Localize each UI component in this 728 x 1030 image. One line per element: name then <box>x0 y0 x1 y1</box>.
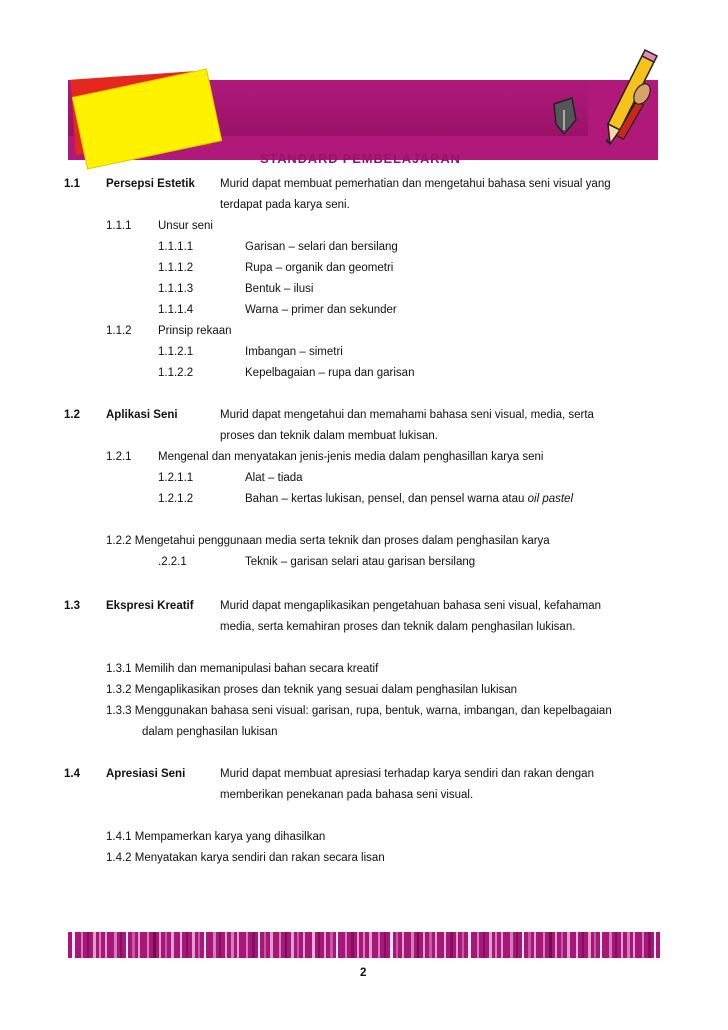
item-number: 1.1.2.2 <box>158 367 194 379</box>
footer-stripe <box>270 932 273 958</box>
footer-stripe <box>93 932 96 958</box>
footer-decorative-band <box>68 932 660 958</box>
section-description: Murid dapat membuat pemerhatian dan mengetahui bahasa seni visual yang <box>220 178 611 190</box>
footer-stripe <box>363 932 365 958</box>
footer-stripe <box>291 932 294 958</box>
footer-stripe <box>153 932 156 958</box>
footer-stripe <box>423 932 425 958</box>
footer-stripe <box>192 932 195 958</box>
section-number: 1.4 <box>64 768 80 780</box>
footer-stripe <box>105 932 107 958</box>
footer-stripe <box>483 932 485 958</box>
footer-stripe <box>495 932 497 958</box>
footer-stripe <box>654 932 656 958</box>
footer-stripe <box>171 932 174 958</box>
section-description: media, serta kemahiran proses dan teknik dalam penghasilan lukisan. <box>220 621 576 633</box>
footer-stripe <box>543 932 545 958</box>
art-tools-illustration <box>546 48 658 160</box>
footer-stripe <box>411 932 414 958</box>
footer-stripe <box>318 932 320 958</box>
section-title: Persepsi Estetik <box>106 178 195 190</box>
section-description: Murid dapat membuat apresiasi terhadap karya sendiri dan rakan dengan <box>220 768 594 780</box>
footer-stripe <box>522 932 524 958</box>
section-number: 1.1 <box>64 178 80 190</box>
list-item: Bahan – kertas lukisan, pensel, dan pensel warna atau oil pastel <box>245 493 574 505</box>
section-title: Apresiasi Seni <box>106 768 186 780</box>
footer-stripe <box>99 932 101 958</box>
section-description: memberikan penekanan pada bahasa seni visual. <box>220 789 474 801</box>
footer-stripe <box>462 932 464 958</box>
footer-stripe <box>147 932 149 958</box>
subsection-line: 1.4.1 Mempamerkan karya yang dihasilkan <box>106 831 326 843</box>
subsection-line: 1.3.2 Mengaplikasikan proses dan teknik yang sesuai dalam penghasilan lukisan <box>106 684 518 696</box>
list-item: Teknik – garisan selari atau garisan bersilang <box>245 556 476 568</box>
footer-stripe <box>582 932 584 958</box>
footer-stripe <box>330 932 333 958</box>
footer-stripe <box>231 932 234 958</box>
footer-stripe <box>600 932 602 958</box>
footer-stripe <box>213 932 216 958</box>
section-description: Murid dapat mengetahui dan memahami bahasa seni visual, media, serta <box>220 409 594 421</box>
list-item: Kepelbagaian – rupa dan garisan <box>245 367 415 379</box>
item-number: 1.1.1.4 <box>158 304 194 316</box>
footer-stripe <box>594 932 596 958</box>
footer-stripe <box>225 932 227 958</box>
footer-stripe <box>510 932 513 958</box>
section-description: Murid dapat mengaplikasikan pengetahuan bahasa seni visual, kefahaman <box>220 600 602 612</box>
footer-stripe <box>324 932 326 958</box>
list-item: Rupa – organik dan geometri <box>245 262 394 274</box>
item-number: 1.1.1.3 <box>158 283 194 295</box>
subsection-line: 1.3.3 Menggunakan bahasa seni visual: garisan, rupa, bentuk, warna, imbangan, dan kepelbagaian <box>106 705 612 717</box>
section-title: Aplikasi Seni <box>106 409 178 421</box>
item-number: 1.1.1.2 <box>158 262 194 274</box>
item-number: 1.1.1.1 <box>158 241 194 253</box>
footer-stripe <box>351 932 354 958</box>
footer-stripe <box>615 932 617 958</box>
footer-stripe <box>87 932 89 958</box>
footer-stripe <box>303 932 305 958</box>
footer-stripe <box>576 932 578 958</box>
section-description: proses dan teknik dalam membuat lukisan. <box>220 430 438 442</box>
section-description: terdapat pada karya seni. <box>220 199 350 211</box>
footer-stripe <box>534 932 536 958</box>
footer-stripe <box>588 932 591 958</box>
list-item: Bentuk – ilusi <box>245 283 314 295</box>
footer-stripe <box>81 932 83 958</box>
footer-stripe <box>555 932 557 958</box>
footer-stripe <box>246 932 248 958</box>
footer-stripe <box>132 932 135 958</box>
footer-stripe <box>204 932 206 958</box>
footer-stripe <box>384 932 386 958</box>
footer-stripe <box>648 932 651 958</box>
footer-stripe <box>468 932 471 958</box>
footer-stripe <box>120 932 122 958</box>
list-item: Garisan – selari dan bersilang <box>245 241 398 253</box>
section-number: 1.2 <box>64 409 80 421</box>
pen-nib-icon <box>554 98 576 134</box>
item-number: 1.1.2.1 <box>158 346 194 358</box>
page-number: 2 <box>360 967 367 979</box>
footer-stripe <box>378 932 380 958</box>
subsection-line: 1.2.2 Mengetahui penggunaan media serta teknik dan proses dalam penghasilan karya <box>106 535 550 547</box>
footer-stripe <box>336 932 338 958</box>
footer-stripe <box>627 932 630 958</box>
item-number: 1.2.1.2 <box>158 493 194 505</box>
footer-stripe <box>633 932 635 958</box>
footer-stripe <box>609 932 612 958</box>
footer-stripe <box>219 932 221 958</box>
footer-stripe <box>489 932 492 958</box>
footer-stripe <box>279 932 281 958</box>
subsection-number: 1.1.2 <box>106 325 132 337</box>
footer-stripe <box>165 932 167 958</box>
subsection-line: 1.3.1 Memilih dan memanipulasi bahan secara kreatif <box>106 663 379 675</box>
subsection-title: Mengenal dan menyatakan jenis-jenis media dalam penghasillan karya seni <box>158 451 544 463</box>
footer-stripe <box>264 932 266 958</box>
footer-stripe <box>159 932 161 958</box>
list-item: Imbangan – simetri <box>245 346 343 358</box>
footer-stripe <box>396 932 398 958</box>
footer-stripe <box>528 932 531 958</box>
footer-stripe <box>561 932 563 958</box>
footer-stripe <box>237 932 239 958</box>
subsection-line: dalam penghasilan lukisan <box>142 726 278 738</box>
footer-stripe <box>345 932 347 958</box>
footer-stripe <box>186 932 188 958</box>
footer-stripe <box>138 932 140 958</box>
footer-stripe <box>402 932 404 958</box>
subsection-title: Prinsip rekaan <box>158 325 232 337</box>
item-number: .2.2.1 <box>158 556 187 568</box>
footer-stripe <box>549 932 552 958</box>
footer-stripe <box>450 932 453 958</box>
footer-stripe <box>114 932 117 958</box>
subsection-number: 1.2.1 <box>106 451 132 463</box>
footer-stripe <box>516 932 518 958</box>
footer-stripe <box>285 932 287 958</box>
footer-stripe <box>417 932 419 958</box>
footer-stripe <box>477 932 479 958</box>
footer-stripe <box>390 932 393 958</box>
subsection-title: Unsur seni <box>158 220 213 232</box>
footer-stripe <box>258 932 260 958</box>
section-title: Ekspresi Kreatif <box>106 600 194 612</box>
footer-stripe <box>297 932 299 958</box>
footer-stripe <box>621 932 623 958</box>
footer-stripe <box>567 932 570 958</box>
footer-stripe <box>435 932 437 958</box>
footer-stripe <box>72 932 75 958</box>
footer-stripe <box>126 932 128 958</box>
footer-stripe <box>252 932 255 958</box>
footer-stripe <box>369 932 372 958</box>
list-item: Warna – primer dan sekunder <box>245 304 397 316</box>
item-number: 1.2.1.1 <box>158 472 194 484</box>
subsection-number: 1.1.1 <box>106 220 132 232</box>
footer-stripe <box>198 932 200 958</box>
list-item: Alat – tiada <box>245 472 303 484</box>
footer-stripe <box>312 932 315 958</box>
pencil-icon <box>606 50 657 144</box>
footer-stripe <box>642 932 644 958</box>
section-number: 1.3 <box>64 600 80 612</box>
footer-stripe <box>444 932 446 958</box>
page-title: STANDARD PEMBELAJARAN <box>260 151 461 166</box>
footer-stripe <box>501 932 503 958</box>
footer-stripe <box>456 932 458 958</box>
footer-stripe <box>357 932 359 958</box>
footer-stripe <box>429 932 432 958</box>
subsection-line: 1.4.2 Menyatakan karya sendiri dan rakan secara lisan <box>106 852 385 864</box>
footer-stripe <box>180 932 182 958</box>
